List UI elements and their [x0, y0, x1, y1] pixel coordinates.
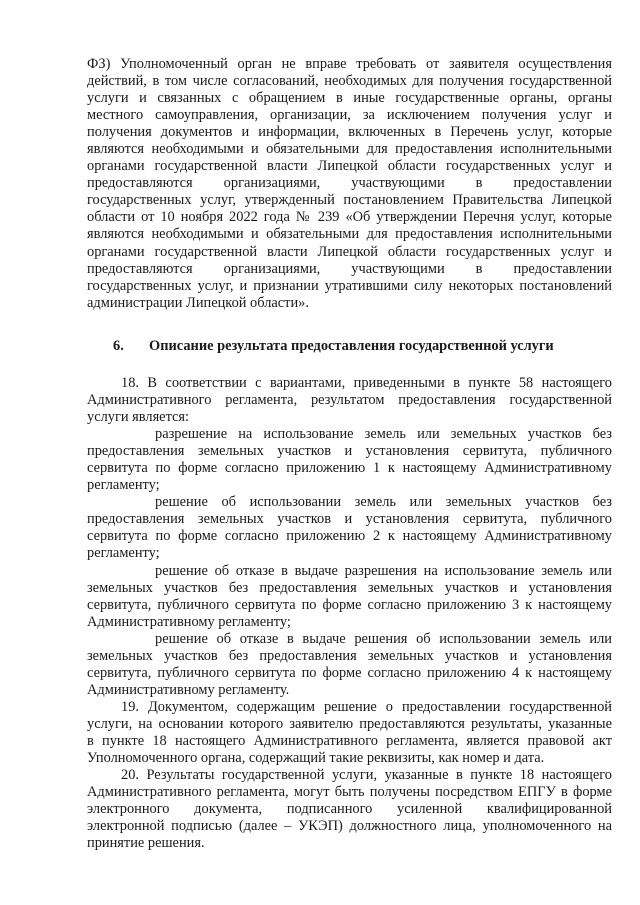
- text-line: являются необходимыми и обязательными для предоставления исполнительными: [87, 141, 612, 158]
- text-line: принятие решения.: [87, 835, 205, 852]
- text-line: предоставляются организациями, участвующими в предоставлении: [87, 175, 612, 192]
- text-line: Административному регламенту.: [87, 681, 290, 698]
- text-line: действий, в том числе согласований, необходимых для получения государственной: [87, 73, 612, 90]
- text-line: органами государственной власти Липецкой области государственных услуг и: [87, 243, 612, 260]
- text-line: электронной подписью (далее – УКЭП) должностного лица, уполномоченного на: [87, 818, 612, 835]
- text-line: электронного документа, подписанного усиленной квалифицированной: [87, 801, 612, 818]
- text-line: регламенту;: [87, 477, 160, 494]
- text-line: сервитута по форме согласно приложению 2 к настоящему Административному: [87, 528, 612, 545]
- text-line: решение об использовании земель или земельных участков без: [155, 494, 612, 511]
- text-line: сервитута по форме согласно приложению 1 к настоящему Административному: [87, 460, 612, 477]
- text-line: предоставления земельных участков и установления сервитута, публичного: [87, 511, 612, 528]
- text-line: 19. Документом, содержащим решение о предоставлении государственной: [121, 698, 612, 715]
- text-line: органами государственной власти Липецкой области государственных услуг и: [87, 158, 612, 175]
- text-line: ФЗ) Уполномоченный орган не вправе требовать от заявителя осуществления: [87, 56, 612, 72]
- text-line: области от 10 ноября 2022 года № 239 «Об утверждении Перечня услуг, которые: [87, 209, 612, 226]
- text-line: сервитута, публичного сервитута по форме согласно приложению 4 к настоящему: [87, 664, 612, 681]
- text-line: администрации Липецкой области».: [87, 294, 309, 311]
- text-line: земельных участков без предоставления земельных участков и установления: [87, 647, 612, 664]
- text-line: в пункте 18 настоящего Административного регламента, является правовой акт: [87, 732, 612, 749]
- text-line: 20. Результаты государственной услуги, указанные в пункте 18 настоящего: [121, 767, 612, 784]
- text-line: Уполномоченного органа, содержащий такие реквизиты, как номер и дата.: [87, 750, 545, 767]
- section-title: Описание результата предоставления государственной услуги: [149, 338, 554, 354]
- text-line: сервитута, публичного сервитута по форме согласно приложению 3 к настоящему: [87, 596, 612, 613]
- text-line: Административному регламенту;: [87, 613, 291, 630]
- text-line: Административного регламента, могут быть получены посредством ЕПГУ в форме: [87, 784, 612, 801]
- text-line: Административного регламента, результатом предоставления государственной: [87, 392, 612, 409]
- text-line: местного самоуправления, организации, за исключением получения услуг и: [87, 107, 612, 124]
- text-line: разрешение на использование земель или земельных участков без: [155, 426, 612, 443]
- text-line: являются необходимыми и обязательными для предоставления исполнительными: [87, 226, 612, 243]
- text-line: услуги является:: [87, 409, 190, 426]
- text-line: государственных услуг, утвержденный постановлением Правительства Липецкой: [87, 192, 612, 209]
- paragraph-block-1: [87, 56, 612, 312]
- section-number: 6.: [113, 338, 124, 354]
- text-line: услуги и связанных с обращением в иные государственные органы, органы: [87, 90, 612, 107]
- text-line: услуги, на основании которого заявителю предоставляются результаты, указанные: [87, 715, 612, 732]
- text-line: решение об отказе в выдаче решения об использовании земель или: [155, 630, 612, 647]
- text-line: получения документов и информации, включенных в Перечень услуг, которые: [87, 124, 612, 141]
- text-line: регламенту;: [87, 545, 160, 562]
- text-line: предоставления земельных участков и установления сервитута, публичного: [87, 443, 612, 460]
- text-line: решение об отказе в выдаче разрешения на использование земель или: [155, 562, 612, 579]
- paragraph-block-2: [87, 375, 612, 852]
- text-line: 18. В соответствии с вариантами, приведенными в пункте 58 настоящего: [121, 375, 612, 391]
- text-line: земельных участков без предоставления земельных участков и установления: [87, 579, 612, 596]
- text-line: государственных услуг, и признании утратившими силу некоторых постановлений: [87, 277, 612, 294]
- text-line: предоставляются организациями, участвующими в предоставлении: [87, 260, 612, 277]
